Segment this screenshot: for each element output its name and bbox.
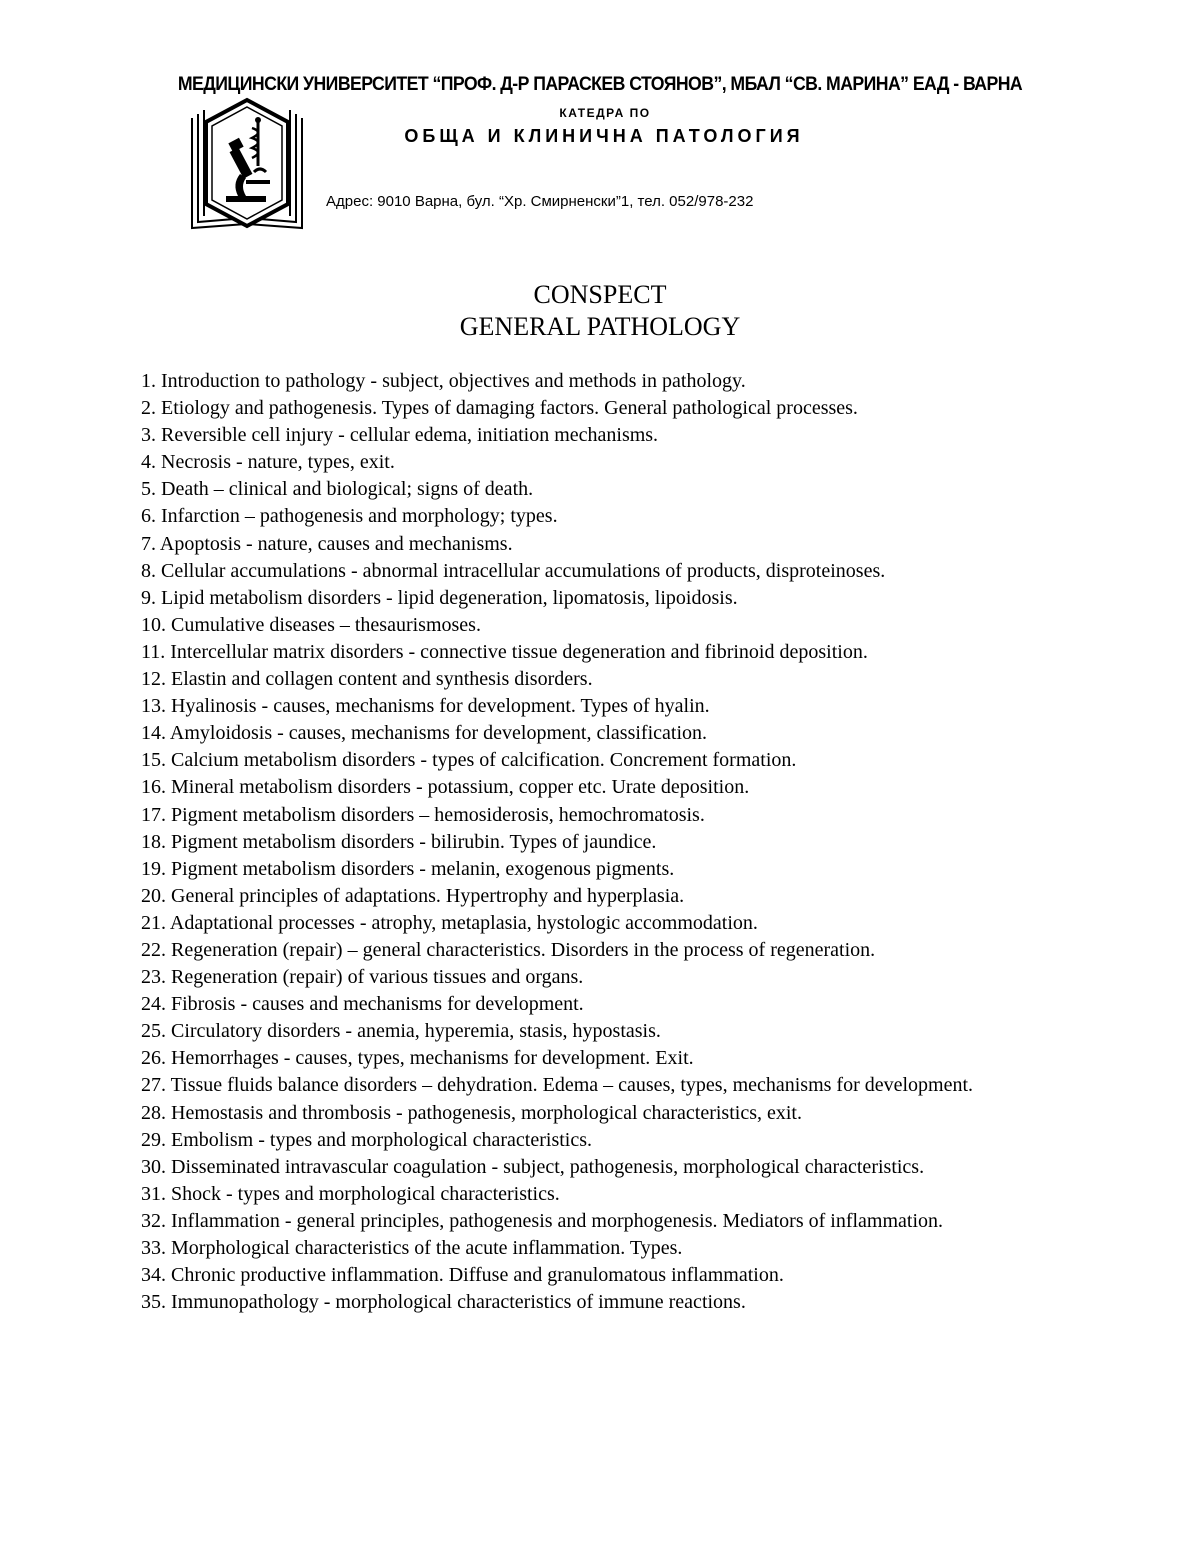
microscope-book-emblem-icon xyxy=(188,96,306,232)
document-title-line1: CONSPECT xyxy=(533,280,667,309)
list-item: 32. Inflammation - general principles, pathogenesis and morphogenesis. Mediators of inflammation. xyxy=(141,1209,944,1232)
list-item: 33. Morphological characteristics of the acute inflammation. Types. xyxy=(141,1237,683,1259)
department-name: ОБЩА И КЛИНИЧНА ПАТОЛОГИЯ xyxy=(404,126,804,146)
list-item: 26. Hemorrhages - causes, types, mechanisms for development. Exit. xyxy=(141,1047,694,1070)
list-item: 14. Amyloidosis - causes, mechanisms for development, classification. xyxy=(141,722,707,745)
list-item: 11. Intercellular matrix disorders - connective tissue degeneration and fibrinoid deposition. xyxy=(141,640,868,663)
list-item: 19. Pigment metabolism disorders - melanin, exogenous pigments. xyxy=(141,857,675,880)
list-item: 28. Hemostasis and thrombosis - pathogenesis, morphological characteristics, exit. xyxy=(141,1101,802,1124)
list-item: 1. Introduction to pathology - subject, objectives and methods in pathology. xyxy=(141,370,746,392)
list-item: 15. Calcium metabolism disorders - types of calcification. Concrement formation. xyxy=(141,749,797,772)
list-item: 25. Circulatory disorders - anemia, hyperemia, stasis, hypostasis. xyxy=(141,1020,661,1043)
document-title xyxy=(0,279,1200,343)
list-item: 29. Embolism - types and morphological characteristics. xyxy=(141,1128,592,1151)
list-item: 21. Adaptational processes - atrophy, metaplasia, hystologic accommodation. xyxy=(141,911,758,934)
list-item: 20. General principles of adaptations. Hypertrophy and hyperplasia. xyxy=(141,884,685,907)
document-title-line2: GENERAL PATHOLOGY xyxy=(459,312,741,341)
list-item: 5. Death – clinical and biological; signs of death. xyxy=(141,478,534,501)
list-item: 31. Shock - types and morphological characteristics. xyxy=(141,1182,560,1205)
list-item: 27. Tissue fluids balance disorders – dehydration. Edema – causes, types, mechanisms for development. xyxy=(141,1074,974,1097)
department-address: Адрес: 9010 Варна, бул. “Хр. Смирненски”1, тел. 052/978-232 xyxy=(326,193,754,210)
list-item: 34. Chronic productive inflammation. Diffuse and granulomatous inflammation. xyxy=(141,1264,784,1287)
list-item: 35. Immunopathology - morphological characteristics of immune reactions. xyxy=(141,1291,746,1314)
list-item: 12. Elastin and collagen content and synthesis disorders. xyxy=(141,668,593,691)
list-item: 9. Lipid metabolism disorders - lipid degeneration, lipomatosis, lipoidosis. xyxy=(141,586,738,609)
list-item: 8. Cellular accumulations - abnormal intracellular accumulations of products, disproteinoses. xyxy=(141,559,886,582)
list-item: 17. Pigment metabolism disorders – hemosiderosis, hemochromatosis. xyxy=(141,803,705,826)
topics-list xyxy=(141,368,1031,1316)
list-item: 18. Pigment metabolism disorders - bilirubin. Types of jaundice. xyxy=(141,830,657,853)
list-item: 16. Mineral metabolism disorders - potassium, copper etc. Urate deposition. xyxy=(141,776,750,799)
department-label: КАТЕДРА ПО xyxy=(559,106,651,120)
list-item: 30. Disseminated intravascular coagulation - subject, pathogenesis, morphological characteristics. xyxy=(141,1155,925,1178)
list-item: 23. Regeneration (repair) of various tissues and organs. xyxy=(141,966,584,989)
list-item: 2. Etiology and pathogenesis. Types of damaging factors. General pathological processes. xyxy=(141,397,858,420)
list-item: 3. Reversible cell injury - cellular edema, initiation mechanisms. xyxy=(141,424,659,447)
university-title: МЕДИЦИНСКИ УНИВЕРСИТЕТ “ПРОФ. Д-Р ПАРАСКЕВ СТОЯНОВ”, МБАЛ “СВ. МАРИНА” ЕАД - ВАРНА xyxy=(177,74,1023,95)
list-item: 7. Apoptosis - nature, causes and mechanisms. xyxy=(141,532,513,555)
list-item: 6. Infarction – pathogenesis and morphology; types. xyxy=(141,505,558,528)
list-item: 24. Fibrosis - causes and mechanisms for development. xyxy=(141,993,584,1016)
list-item: 22. Regeneration (repair) – general characteristics. Disorders in the process of regeneration. xyxy=(141,938,876,961)
list-item: 10. Cumulative diseases – thesaurismoses. xyxy=(141,613,481,636)
list-item: 13. Hyalinosis - causes, mechanisms for development. Types of hyalin. xyxy=(141,695,710,718)
list-item: 4. Necrosis - nature, types, exit. xyxy=(141,451,395,474)
